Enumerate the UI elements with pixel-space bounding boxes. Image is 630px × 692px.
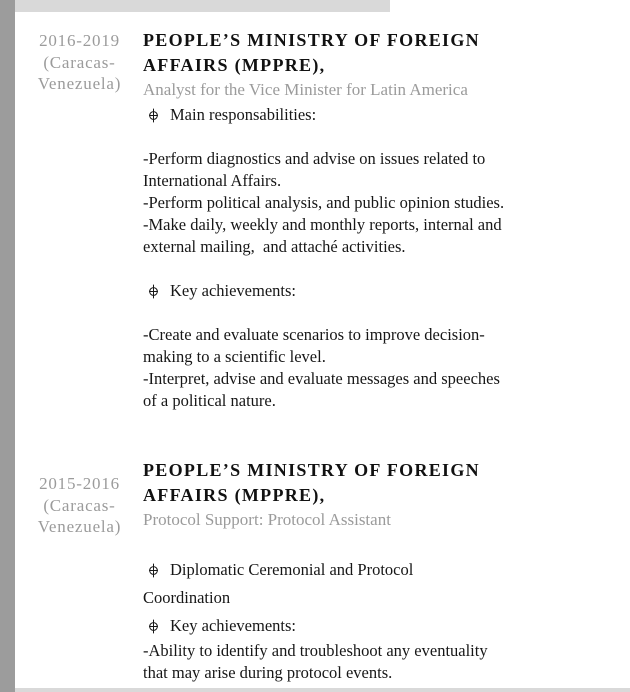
bullet-item (143, 104, 620, 126)
bullet-item (143, 612, 620, 640)
text-line: -Ability to identify and troubleshoot any eventuality (143, 641, 488, 660)
blank-line (143, 534, 620, 556)
text-line: external mailing, and attaché activities. (143, 237, 406, 256)
title-line: PEOPLE’S MINISTRY OF FOREIGN (143, 460, 480, 480)
text-line: -Create and evaluate scenarios to improve decision- (143, 325, 485, 344)
entry-body (143, 28, 630, 412)
entry-role-subtitle: Analyst for the Vice Minister for Latin America (143, 80, 468, 99)
title-line: PEOPLE’S MINISTRY OF FOREIGN (143, 30, 480, 50)
date-line: (Caracas- (43, 52, 116, 72)
text-line: -Perform political analysis, and public opinion studies. (143, 193, 505, 212)
crosshair-bullet-icon (148, 108, 159, 123)
entry-detail-blocks (143, 104, 620, 412)
blank-line (143, 302, 620, 324)
experience-entry (16, 458, 630, 684)
text-line: that may arise during protocol events. (143, 663, 393, 682)
bullet-text: Main responsabilities: (170, 105, 317, 124)
entry-date-location (16, 458, 143, 684)
entry-date-location (16, 28, 143, 412)
entry-organization-title (143, 28, 620, 78)
bullet-text: Diplomatic Ceremonial and Protocol (170, 560, 414, 579)
text-line: International Affairs. (143, 171, 282, 190)
crosshair-bullet-icon (148, 563, 159, 578)
text-line: Coordination (143, 588, 231, 607)
page-top-shade (15, 0, 390, 12)
blank-line (143, 258, 620, 280)
text-line: of a political nature. (143, 391, 276, 410)
bullet-text: Key achievements: (170, 281, 296, 300)
text-line: -Interpret, advise and evaluate messages and speeches (143, 369, 500, 388)
experience-entry (16, 28, 630, 412)
entry-role-subtitle: Protocol Support: Protocol Assistant (143, 510, 391, 529)
bullet-item (143, 280, 620, 302)
crosshair-bullet-icon (148, 284, 159, 299)
entry-organization-title (143, 458, 620, 508)
entry-body (143, 458, 630, 684)
page-bottom-shade (15, 688, 630, 692)
blank-line (143, 126, 620, 148)
date-line: 2016-2019 (39, 31, 120, 50)
bullet-item (143, 556, 620, 584)
experience-section (16, 28, 630, 684)
date-line: 2015-2016 (39, 474, 120, 493)
bullet-text: Key achievements: (170, 616, 296, 635)
text-line: making to a scientific level. (143, 347, 326, 366)
text-line: -Perform diagnostics and advise on issues related to (143, 149, 486, 168)
title-line: AFFAIRS (MPPRE), (143, 55, 326, 75)
date-line: Venezuela) (37, 74, 122, 93)
title-line: AFFAIRS (MPPRE), (143, 485, 326, 505)
text-line: -Make daily, weekly and monthly reports, internal and (143, 215, 502, 234)
canvas-left-strip (0, 0, 15, 692)
date-line: (Caracas- (43, 495, 116, 515)
entry-detail-blocks (143, 534, 620, 684)
date-line: Venezuela) (37, 517, 122, 536)
crosshair-bullet-icon (148, 619, 159, 634)
